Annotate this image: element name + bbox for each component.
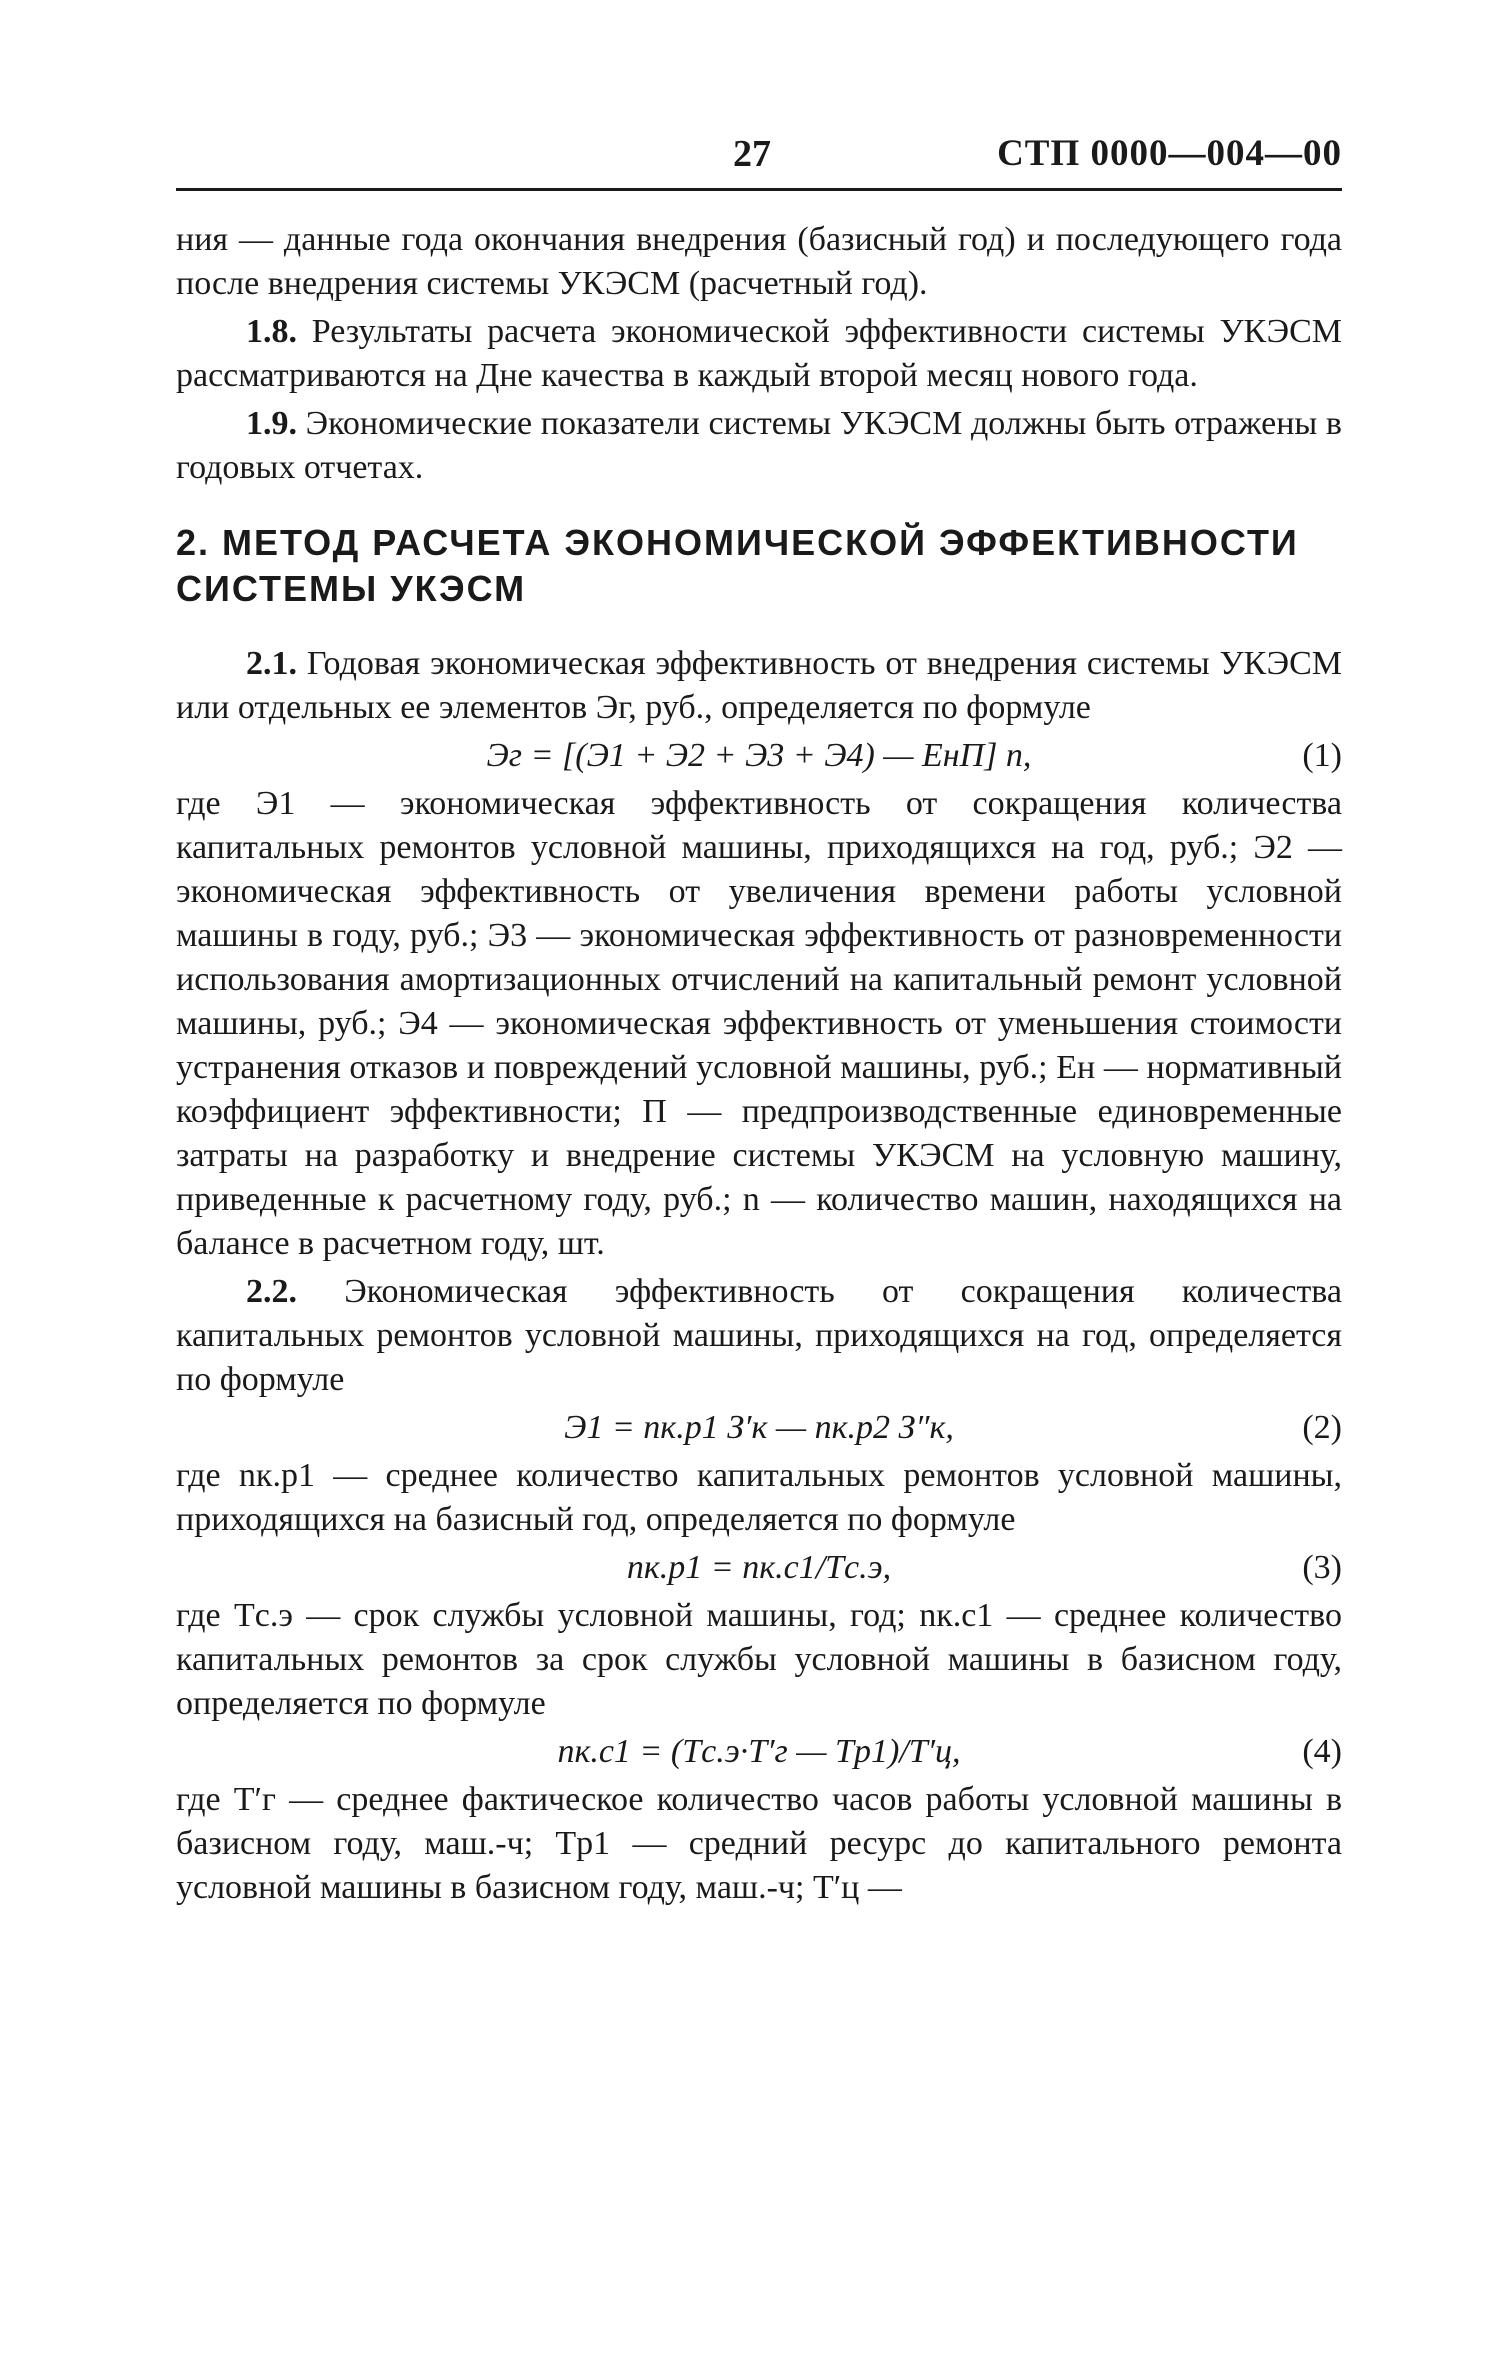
equation-number: (2): [1302, 1409, 1342, 1446]
paragraph-2-2: [176, 1270, 1342, 1402]
page-body: [176, 218, 1342, 1910]
section-heading: 2. МЕТОД РАСЧЕТА ЭКОНОМИЧЕСКОЙ ЭФФЕКТИВНОСТИ СИСТЕМЫ УКЭСМ: [176, 522, 1299, 609]
clause-number: 1.9.: [246, 405, 297, 442]
formula-expression: Эг = [(Э1 + Э2 + Э3 + Э4) — EнП] n,: [486, 737, 1032, 774]
clause-text: Результаты расчета экономической эффективности системы УКЭСМ рассматриваются на Дне качества в каждый второй месяц нового года.: [176, 313, 1342, 394]
header-rule: [176, 188, 1342, 191]
page-number: 27: [733, 133, 771, 175]
clause-text: Годовая экономическая эффективность от внедрения системы УКЭСМ или отдельных ее элементов Эг, руб., определяется по формуле: [176, 645, 1342, 726]
equation-number: (1): [1302, 737, 1342, 774]
document-code: СТП 0000—004—00: [997, 133, 1342, 174]
equation-number: (3): [1302, 1549, 1342, 1586]
clause-text: Экономическая эффективность от сокращения количества капитальных ремонтов условной машины, приходящихся на год, определяется по формуле: [176, 1273, 1342, 1398]
clause-number: 1.8.: [246, 313, 297, 350]
paragraph-1-9: [176, 402, 1342, 490]
formula-3-legend: где Tс.э — срок службы условной машины, год; nк.с1 — среднее количество капитальных ремонтов за срок службы условной машины в базисном году, определяется по формуле: [176, 1597, 1342, 1722]
paragraph-2-1: [176, 642, 1342, 730]
formula-expression: nк.с1 = (Tс.э·T′г — Tр1)/T′ц,: [557, 1733, 961, 1770]
clause-number: 2.2.: [246, 1273, 297, 1310]
clause-number: 2.1.: [246, 645, 297, 682]
formula-3: [176, 1542, 1342, 1594]
clause-text: Экономические показатели системы УКЭСМ должны быть отражены в годовых отчетах.: [176, 405, 1342, 486]
page-header: [176, 132, 1342, 186]
formula-expression: Э1 = nк.р1 З′к — nк.р2 З″к,: [564, 1409, 954, 1446]
formula-4-legend: где T′г — среднее фактическое количество часов работы условной машины в базисном году, маш.-ч; Tр1 — средний ресурс до капитального ремонта условной машины в базисном году, маш.-ч; T′ц —: [176, 1781, 1342, 1906]
formula-1-legend: где Э1 — экономическая эффективность от сокращения количества капитальных ремонтов условной машины, приходящихся на год, руб.; Э2 — экономическая эффективность от увеличения времени работы условной машины в году, руб.; Э3 — экономическая эффективность от разновременности использования амортизационных отчислений на капитальный ремонт условной машины, руб.; Э4 — экономическая эффективность от уменьшения стоимости устранения отказов и повреждений условной машины, руб.; Eн — нормативный коэффициент эффективности; П — предпроизводственные единовременные затраты на разработку и внедрение системы УКЭСМ на условную машину, приведенные к расчетному году, руб.; n — количество машин, находящихся на балансе в расчетном году, шт.: [176, 785, 1342, 1262]
continuation-paragraph: ния — данные года окончания внедрения (базисный год) и последующего года после внедрения системы УКЭСМ (расчетный год).: [176, 221, 1342, 302]
formula-expression: nк.р1 = nк.с1/Tс.э,: [626, 1549, 892, 1586]
equation-number: (4): [1302, 1733, 1342, 1770]
formula-2-legend: где nк.р1 — среднее количество капитальных ремонтов условной машины, приходящихся на базисный год, определяется по формуле: [176, 1457, 1342, 1538]
formula-4: [176, 1726, 1342, 1778]
formula-1: [176, 730, 1342, 782]
paragraph-1-8: [176, 310, 1342, 398]
formula-2: [176, 1402, 1342, 1454]
